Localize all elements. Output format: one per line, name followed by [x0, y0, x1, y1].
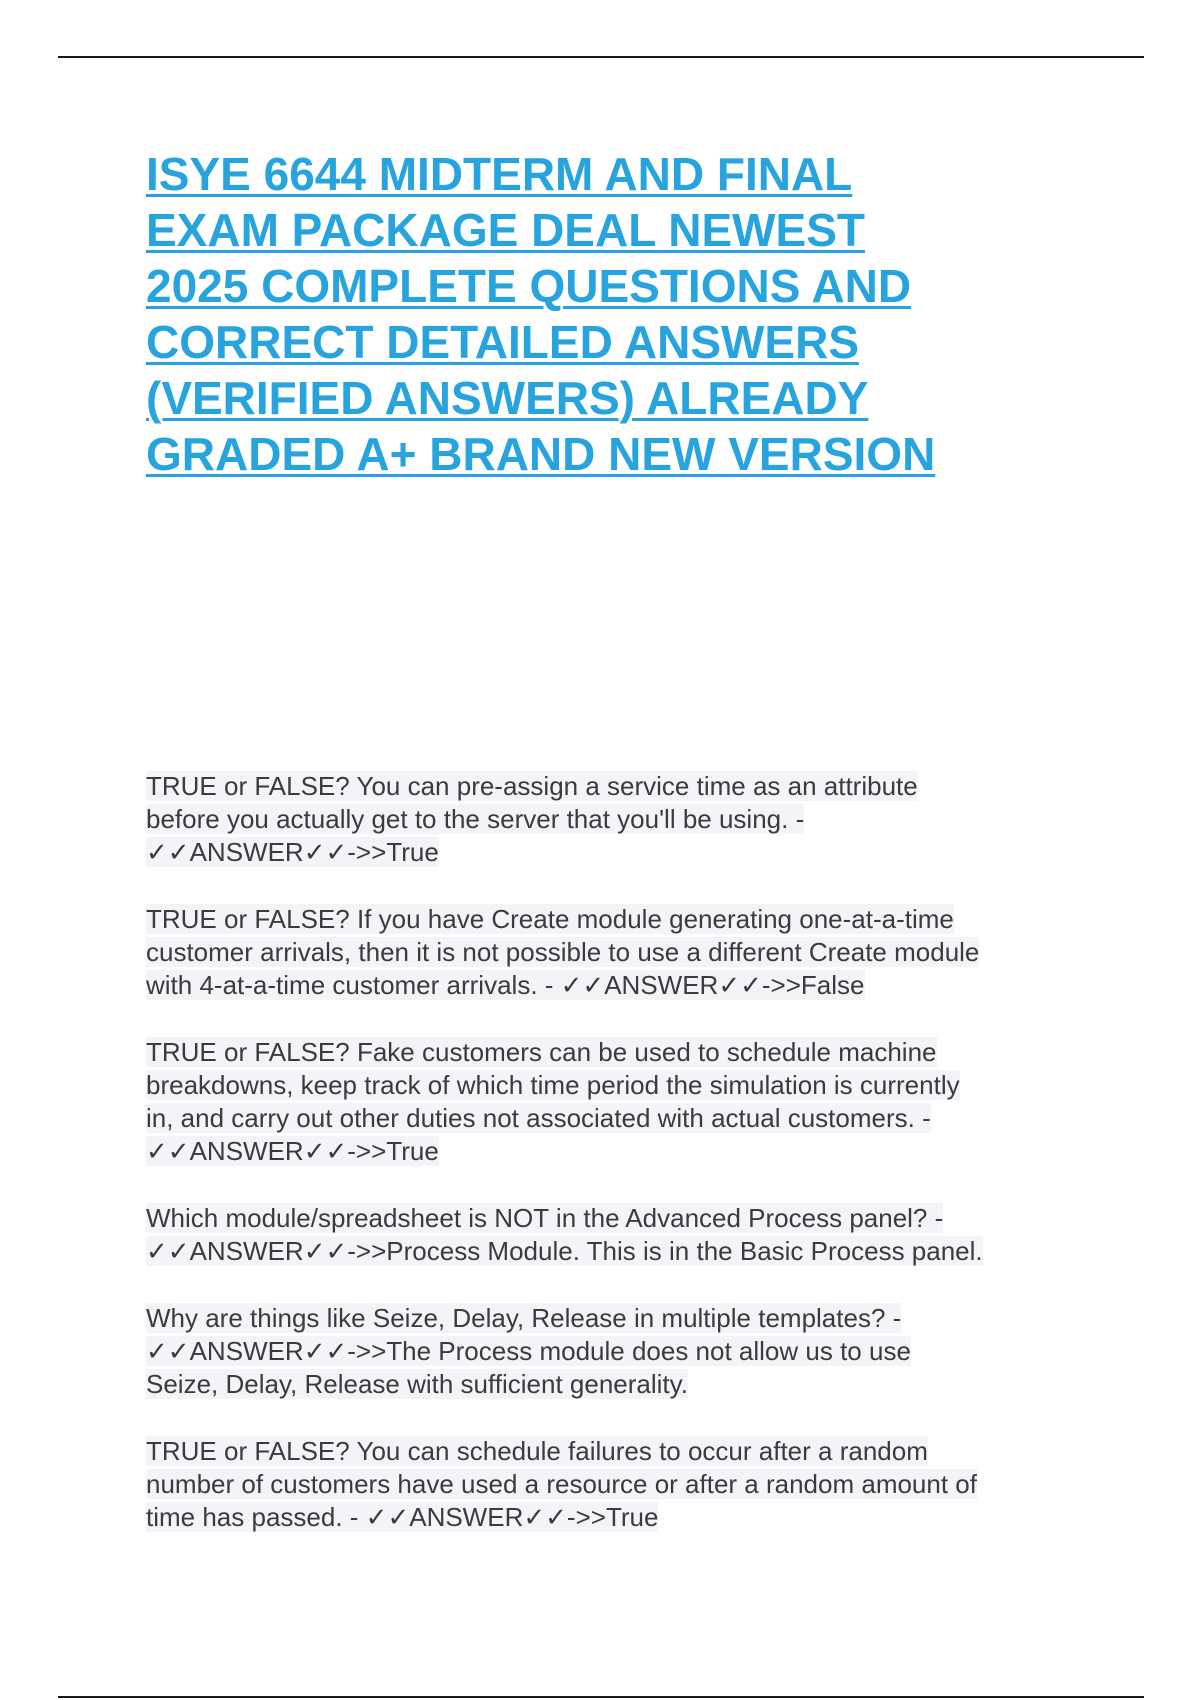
qa-item [146, 1435, 1066, 1534]
qa-answer-line: with 4-at-a-time customer arrivals. - ✓✓ANSWER✓✓->>False [146, 970, 865, 1000]
qa-text-line: TRUE or FALSE? Fake customers can be used to schedule machine [146, 1037, 937, 1067]
title-line: CORRECT DETAILED ANSWERS [146, 316, 859, 368]
qa-answer-line: ✓✓ANSWER✓✓->>True [146, 837, 439, 867]
bottom-divider [58, 1696, 1144, 1698]
qa-item [146, 1202, 1066, 1268]
qa-text-line: TRUE or FALSE? If you have Create module generating one-at-a-time [146, 904, 954, 934]
qa-list [146, 770, 1066, 1568]
qa-answer-line: ✓✓ANSWER✓✓->>True [146, 1136, 439, 1166]
qa-text-line: number of customers have used a resource or after a random amount of [146, 1469, 977, 1499]
qa-text-line: customer arrivals, then it is not possible to use a different Create module [146, 937, 980, 967]
qa-item [146, 1302, 1066, 1401]
qa-text-line: Which module/spreadsheet is NOT in the Advanced Process panel? - [146, 1203, 944, 1233]
title-line: (VERIFIED ANSWERS) ALREADY [146, 372, 869, 424]
title-line: EXAM PACKAGE DEAL NEWEST [146, 204, 866, 256]
title-line: 2025 COMPLETE QUESTIONS AND [146, 260, 912, 312]
qa-answer-line: ✓✓ANSWER✓✓->>The Process module does not allow us to use [146, 1336, 911, 1366]
qa-text-line: TRUE or FALSE? You can schedule failures to occur after a random [146, 1436, 928, 1466]
qa-text-line: breakdowns, keep track of which time period the simulation is currently [146, 1070, 960, 1100]
qa-text-line: Why are things like Seize, Delay, Release in multiple templates? - [146, 1303, 902, 1333]
qa-item [146, 903, 1066, 1002]
top-divider [58, 56, 1144, 58]
qa-text-line: TRUE or FALSE? You can pre-assign a service time as an attribute [146, 771, 918, 801]
qa-answer-line: time has passed. - ✓✓ANSWER✓✓->>True [146, 1502, 659, 1532]
qa-item [146, 770, 1066, 869]
qa-answer-line: ✓✓ANSWER✓✓->>Process Module. This is in the Basic Process panel. [146, 1236, 983, 1266]
qa-text-line: in, and carry out other duties not associated with actual customers. - [146, 1103, 931, 1133]
title-line: GRADED A+ BRAND NEW VERSION [146, 428, 936, 480]
qa-text-line: before you actually get to the server that you'll be using. - [146, 804, 805, 834]
title-line: ISYE 6644 MIDTERM AND FINAL [146, 148, 853, 200]
qa-item [146, 1036, 1066, 1168]
qa-text-line: Seize, Delay, Release with sufficient generality. [146, 1369, 688, 1399]
document-title[interactable] [146, 146, 1006, 482]
